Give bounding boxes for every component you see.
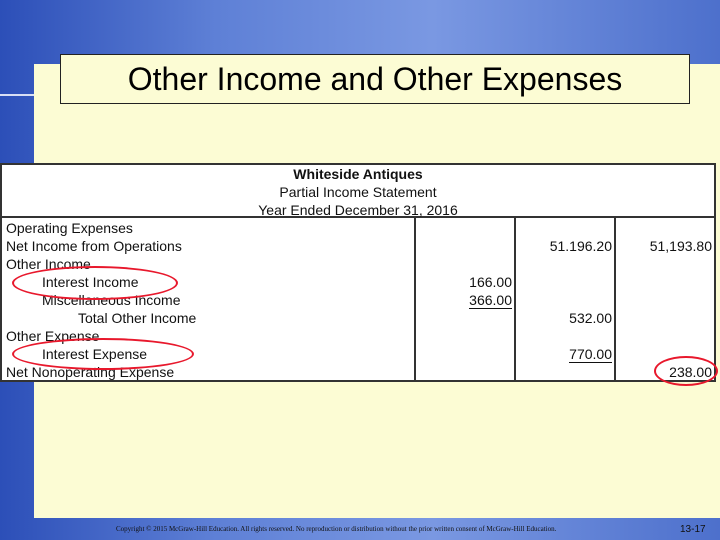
table-row [2,238,714,256]
title-box [60,54,690,104]
amount-cell: 238.00 [669,364,712,380]
amount-cell: 51,193.80 [649,238,712,254]
copyright-footer: Copyright © 2015 McGraw-Hill Education. All rights reserved. No reproduction or distribution without the prior written consent of McGraw-Hill Education. [116,525,557,533]
amount-value: 366.00 [469,292,512,308]
statement-period: Year Ended December 31, 2016 [258,202,458,218]
statement-name: Partial Income Statement [279,184,437,200]
page-number: 13-17 [680,524,706,535]
highlight-ellipse-net-nonoperating [654,356,718,386]
row-label: Interest Income [42,274,139,290]
row-label: Other Income [6,256,91,272]
row-label: Interest Expense [42,346,148,362]
highlight-ellipse-interest-income [12,266,178,300]
table-row [2,310,714,328]
amount-cell [420,292,512,308]
highlight-ellipse-interest-expense [12,338,194,370]
row-label: Other Expense [6,328,100,344]
amount-cell [520,346,612,362]
slide-title: Other Income and Other Expenses [127,60,623,97]
amount-value: 770.00 [569,346,612,362]
amount-cell: 532.00 [569,310,612,326]
row-label: Total Other Income [78,310,197,326]
row-label: Net Nonoperating Expense [6,364,175,380]
amount-cell: 51.196.20 [549,238,612,254]
row-label: Net Income from Operations [6,238,182,254]
row-label: Miscellaneous Income [42,292,181,308]
company-name: Whiteside Antiques [293,166,423,182]
amount-cell: 166.00 [469,274,512,290]
statement-header [2,165,714,218]
table-row [2,220,714,238]
row-label: Operating Expenses [6,220,133,236]
